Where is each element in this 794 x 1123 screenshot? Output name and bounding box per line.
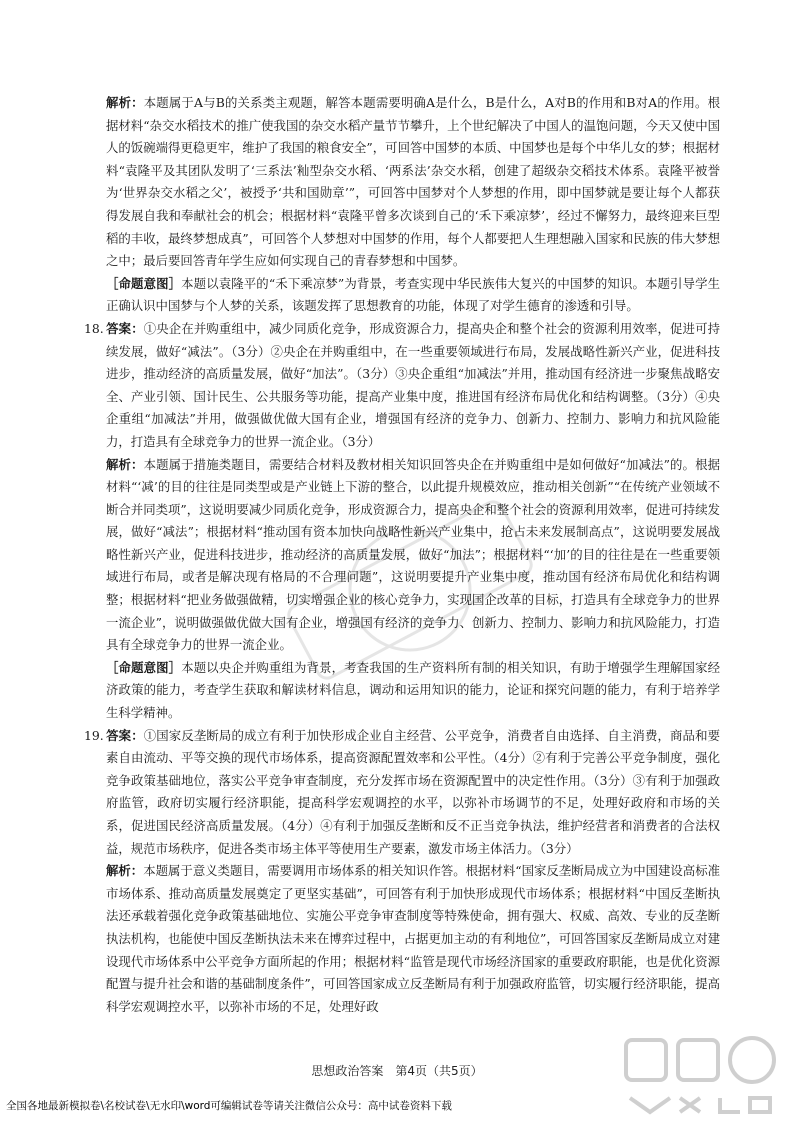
intent-text: 本题以央企并购重组为背景，考查我国的生产资料所有制的相关知识，有助于增强学生理解国家经济政策的能力，考查学生获取和解读材料信息，调动和运用知识的能力，论证和探究问题的能力，有利于培养学生科学精神。	[106, 659, 721, 721]
analysis-label: 解析：	[106, 456, 144, 472]
q18-answer	[84, 318, 720, 454]
q17-analysis	[84, 92, 720, 273]
page-footer: 思想政治答案 第4页（共5页）	[311, 1064, 483, 1078]
q17-intent	[84, 273, 720, 318]
answer-label: 答案：	[106, 727, 144, 743]
intent-label: ［命题意图］	[106, 275, 182, 291]
bottom-banner: 全国各地最新模拟卷\名校试卷\无水印\word可编辑试卷等请关注微信公众号：高中试卷资料下载	[6, 1100, 452, 1112]
q19-analysis	[84, 860, 720, 1018]
answer-text: ①国家反垄断局的成立有利于加快形成企业自主经营、公平竞争，消费者自由选择、自主消费，商品和要素自由流动、平等交换的现代市场体系，提高资源配置效率和公平性。（4分）②有利于完善公平竞争制度，强化竞争政策基础地位，落实公平竞争审查制度，充分发挥市场在资源配置中的决定性作用。（3分）③有利于加强政府监管，政府切实履行经济职能，提高科学宏观调控的水平，以弥补市场调节的不足，处理好政府和市场的关系，促进国民经济高质量发展。（4分）④有利于加强反垄断和反不正当竞争执法，维护经营者和消费者的合法权益，规范市场秩序，促进各类市场主体平等使用生产要素，激发市场主体活力。（3分）	[106, 727, 721, 856]
analysis-label: 解析：	[106, 863, 144, 879]
analysis-text: 本题属于措施类题目，需要结合材料及教材相关知识回答央企在并购重组中是如何做好“加减法”的。根据材料“‘减’的目的往往是同类型或是产业链上下游的整合，以此提升规模效应，推动相关创新”“在传统产业领域不断合并同类项”，这说明要减少同质化竞争，形成资源合力，提高央企和整个社会的资源利用效率，促进可持续发展，做好“减法”；根据材料“推动国有资本加快向战略性新兴产业集中，抢占未来发展制高点”，这说明要发展战略性新兴产业，促进科技进步，推动经济的高质量发展，做好“加法”；根据材料“‘加’的目的往往是在一些重要领域进行布局，或者是解决现有格局的不合理问题”，这说明要提升产业集中度，推动国有经济布局优化和结构调整；根据材料“把业务做强做精，切实增强企业的核心竞争力，实现国企改革的目标，打造具有全球竞争力的世界一流企业”，说明做强做优做大国有企业，增强国有经济的竞争力、创新力、控制力、影响力和抗风险能力，打造具有全球竞争力的世界一流企业。	[106, 456, 720, 653]
answer-label: 答案：	[106, 320, 144, 336]
watermark-stamp	[250, 470, 570, 710]
question-number: 19.	[84, 727, 104, 743]
intent-label: ［命题意图］	[106, 659, 182, 675]
intent-text: 本题以袁隆平的“禾下乘凉梦”为背景，考查实现中华民族伟大复兴的中国梦的知识。本题引导学生正确认识中国梦与个人梦的关系，该题发挥了思想教育的功能，体现了对学生德育的渗透和引导。	[106, 275, 721, 314]
answer-circle-logo	[620, 1032, 790, 1118]
answer-text: ①央企在并购重组中，减少同质化竞争，形成资源合力，提高央企和整个社会的资源利用效率，促进可持续发展，做好“减法”。（3分）②央企在并购重组中，在一些重要领域进行布局，发展战略性新兴产业，促进科技进步，推动经济的高质量发展，做好“加法”。（3分）③央企重组“加减法”并用，推动国有经济进一步聚焦战略安全、产业引领、国计民生、公共服务等功能，提高产业集中度，推进国有经济布局优化和结构调整。（3分）④央企重组“加减法”并用，做强做优做大国有企业，增强国有经济的竞争力、创新力、控制力、影响力和抗风险能力，打造具有全球竞争力的世界一流企业。（3分）	[106, 320, 721, 449]
q19-answer	[84, 725, 720, 861]
question-number: 18.	[84, 320, 104, 336]
analysis-label: 解析：	[106, 95, 144, 110]
analysis-text: 本题属于意义类题目，需要调用市场体系的相关知识作答。根据材料“国家反垄断局成立为中国建设高标准市场体系、推动高质量发展奠定了更坚实基础”，可回答有利于加快形成现代市场体系；根据材料“中国反垄断执法还承载着强化竞争政策基础地位、实施公平竞争审查制度等特殊使命，拥有强大、权威、高效、专业的反垄断执法机构，也能使中国反垄断执法未来在博弈过程中，占据更加主动的有利地位”，可回答国家反垄断局成立对建设现代市场体系中公平竞争方面所起的作用；根据材料“监管是现代市场经济国家的重要政府职能，也是优化资源配置与提升社会和谐的基础制度条件”，可回答国家成立反垄断局有利于加强政府监管，切实履行经济职能，提高科学宏观调控水平，以弥补市场的不足，处理好政	[106, 863, 721, 1014]
analysis-text: 本题属于A与B的关系类主观题，解答本题需要明确A是什么，B是什么，A对B的作用和B对A的作用。根据材料“杂交水稻技术的推广使我国的杂交水稻产量节节攀升，上个世纪解决了中国人的温饱问题，今天又使中国人的饭碗端得更稳更牢，维护了我国的粮食安全”，可回答中国梦的本质、中国梦也是每个中华儿女的梦；根据材料“袁隆平及其团队发明了‘三系法’籼型杂交水稻、‘两系法’杂交水稻，创建了超级杂交稻技术体系。袁隆平被誉为‘世界杂交水稻之父’，被授予‘共和国勋章’”，可回答中国梦对个人梦想的作用，即中国梦就是要让每个人都获得发展自我和奉献社会的机会；根据材料“袁隆平曾多次谈到自己的‘禾下乘凉梦’，经过不懈努力，最终迎来巨型稻的丰收，最终梦想成真”，可回答个人梦想对中国梦的作用，每个人都要把人生理想融入国家和民族的伟大梦想之中；最后要回答青年学生应如何实现自己的青春梦想和中国梦。	[106, 95, 721, 269]
